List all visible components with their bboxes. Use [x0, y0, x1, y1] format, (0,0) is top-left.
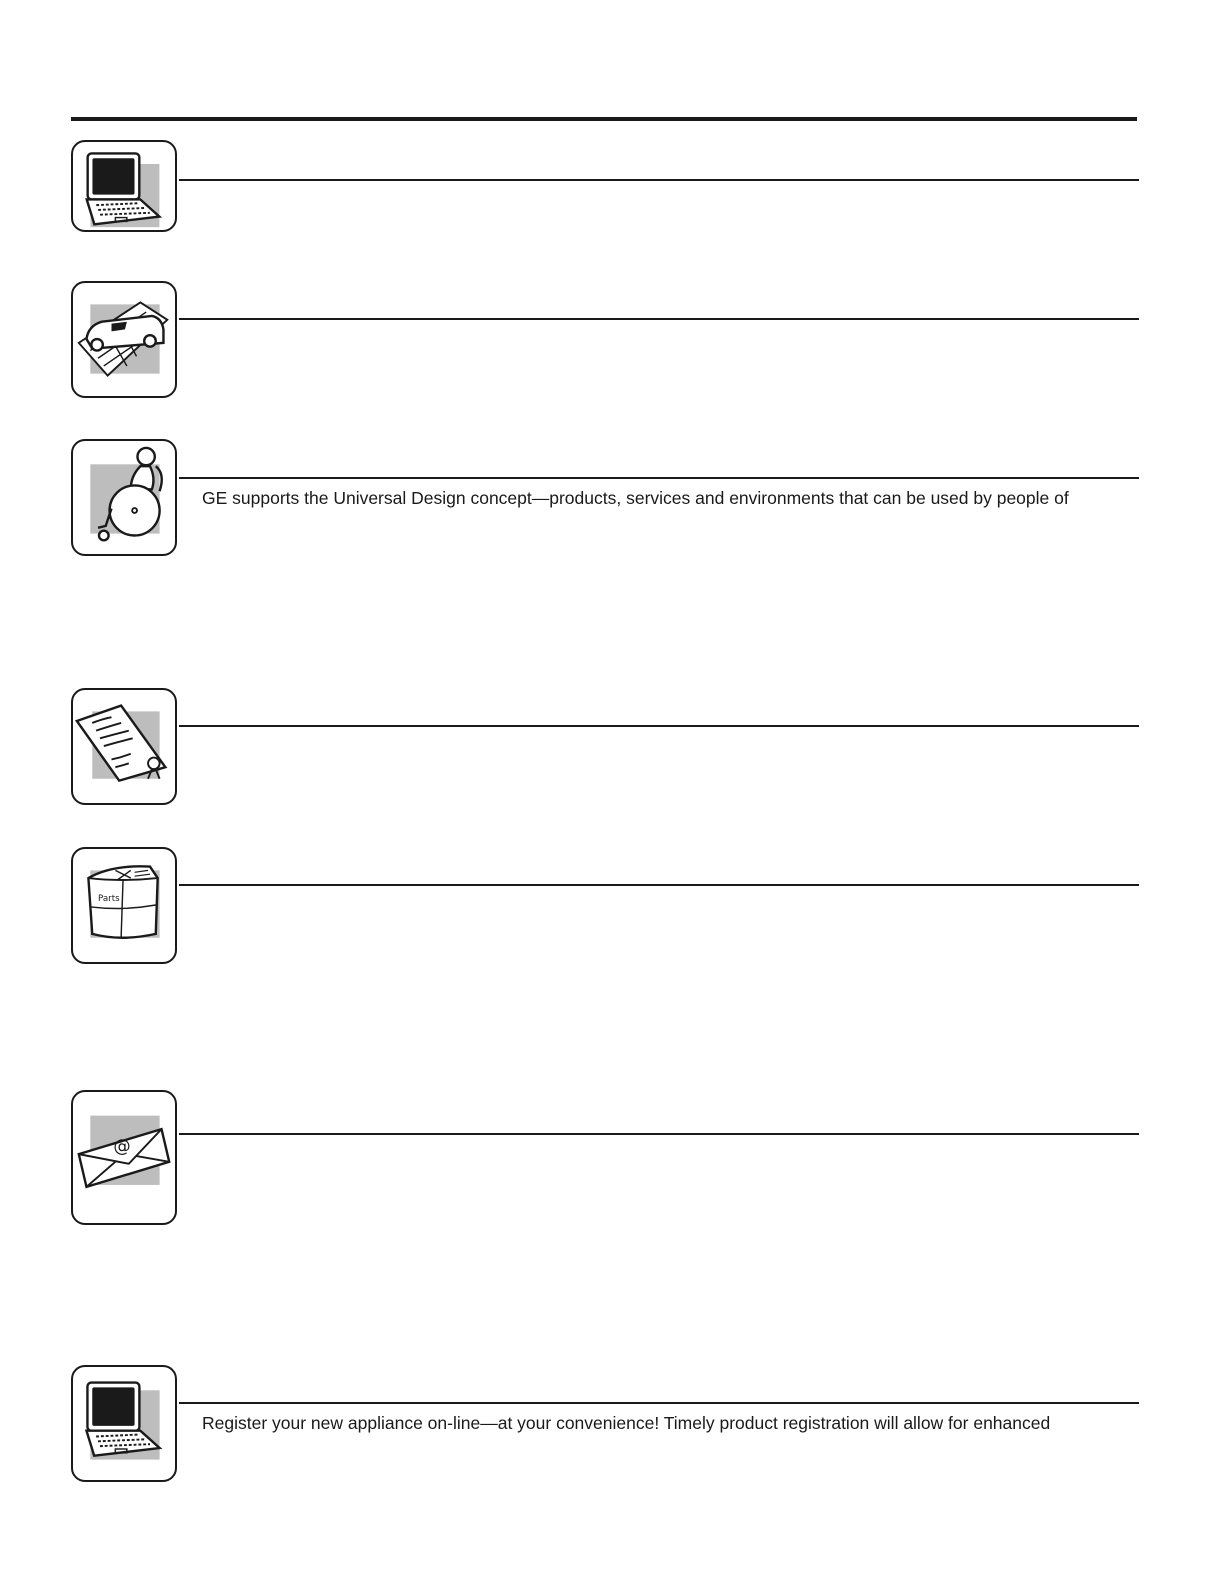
section-rule: [179, 477, 1139, 479]
svg-text:@: @: [113, 1137, 131, 1158]
section-contact-us: [71, 1090, 1139, 1225]
section-rule: [179, 179, 1139, 181]
certificate-icon: [71, 688, 177, 805]
parts-box-icon: [71, 847, 177, 964]
page-top-rule: [71, 117, 1137, 121]
section-website: [71, 140, 1139, 232]
section-schedule-service: [71, 281, 1139, 398]
section-parts-accessories: [71, 847, 1139, 964]
service-van-calendar-icon: [71, 281, 177, 398]
universal-design-text: GE supports the Universal Design concept—products, services and environments that can be used by people of: [202, 488, 1069, 508]
parts-label: Parts: [98, 894, 120, 905]
section-register-appliance: [71, 1365, 1139, 1482]
register-appliance-text: Register your new appliance on-line—at your convenience! Timely product registration will allow for enhanced: [202, 1413, 1051, 1433]
section-rule: [179, 884, 1139, 886]
section-rule: [179, 725, 1139, 727]
laptop-icon: [71, 1365, 177, 1482]
wheelchair-icon: [71, 439, 177, 556]
section-universal-design: [71, 439, 1139, 556]
section-rule: [179, 318, 1139, 320]
section-rule: [179, 1133, 1139, 1135]
email-envelope-icon: [71, 1090, 177, 1225]
section-rule: [179, 1402, 1139, 1404]
section-extended-warranty: [71, 688, 1139, 805]
laptop-icon: [71, 140, 177, 232]
